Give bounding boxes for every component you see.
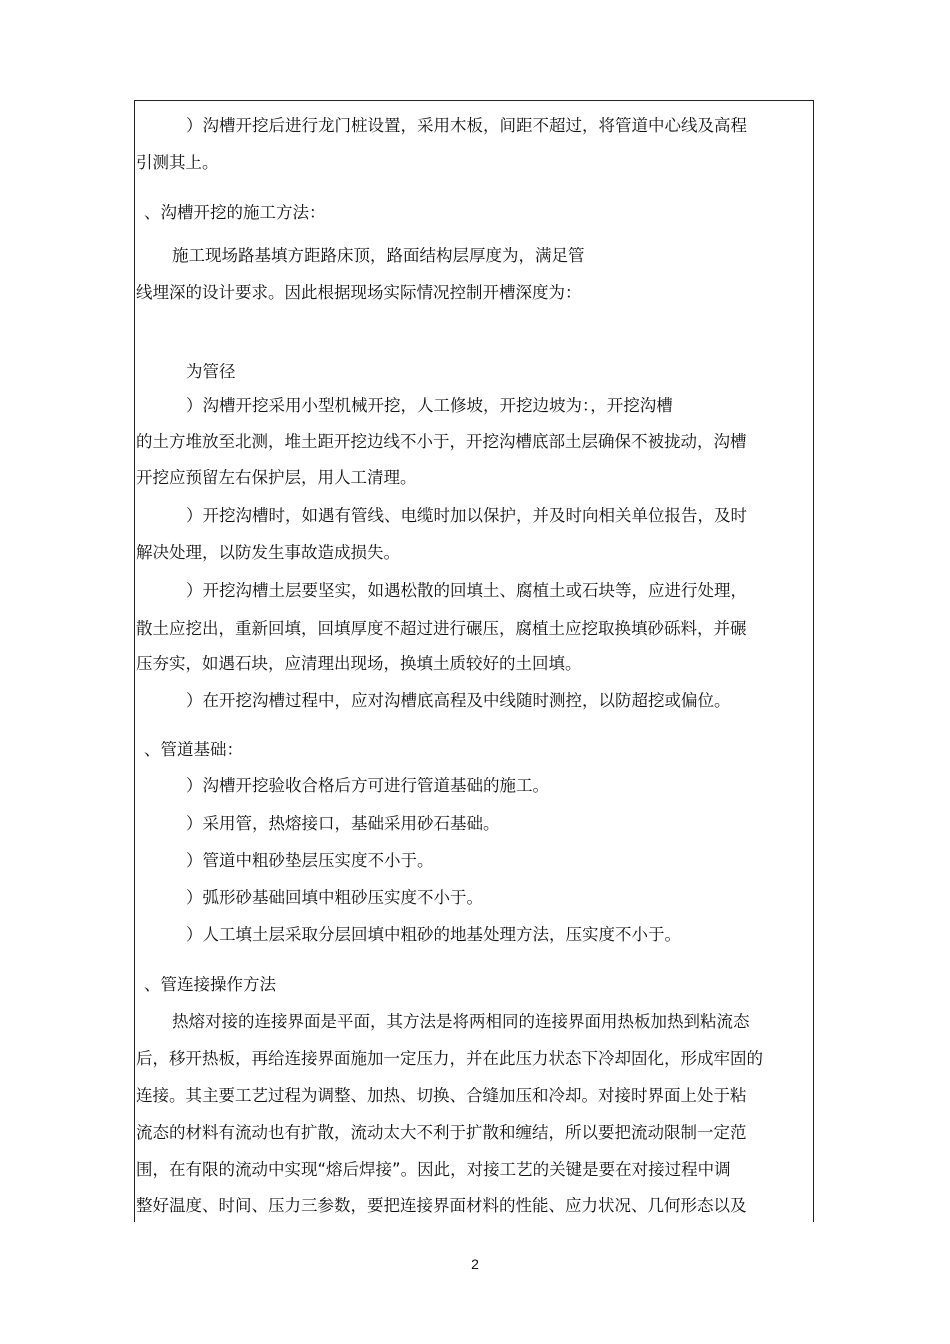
paragraph-line: 围，在有限的流动中实现“熔后焊接”。因此，对接工艺的关键是要在对接过程中调: [136, 1160, 731, 1179]
paragraph-line: ）开挖沟槽土层要坚实，如遇松散的回填土、腐植土或石块等，应进行处理，: [186, 581, 747, 600]
paragraph-line: 施工现场路基填方距路床顶，路面结构层厚度为，满足管: [172, 246, 585, 265]
paragraph-line: 后，移开热板，再给连接界面施加一定压力，并在此压力状态下冷却固化，形成牢固的: [136, 1049, 763, 1068]
paragraph-line: ）沟槽开挖验收合格后方可进行管道基础的施工。: [186, 776, 549, 795]
section-heading: 、管道基础：: [144, 740, 243, 759]
paragraph-line: ）在开挖沟槽过程中，应对沟槽底高程及中线随时测控，以防超挖或偏位。: [186, 691, 731, 710]
paragraph-line: 解决处理，以防发生事故造成损失。: [136, 543, 400, 562]
paragraph-line: 整好温度、时间、压力三参数，要把连接界面材料的性能、应力状况、几何形态以及: [136, 1196, 747, 1215]
paragraph-line: 线埋深的设计要求。因此根据现场实际情况控制开槽深度为：: [136, 283, 582, 302]
paragraph-line: ）沟槽开挖采用小型机械开挖，人工修坡，开挖边坡为：，开挖沟槽: [186, 396, 673, 415]
paragraph-line: ）人工填土层采取分层回填中粗砂的地基处理方法，压实度不小于。: [186, 925, 681, 944]
paragraph-line: 连接。其主要工艺过程为调整、加热、切换、合缝加压和冷却。对接时界面上处于粘: [136, 1086, 747, 1105]
paragraph-line: 压夯实，如遇石块，应清理出现场，换填土质较好的土回填。: [136, 654, 582, 673]
paragraph-line: 热熔对接的连接界面是平面，其方法是将两相同的连接界面用热板加热到粘流态: [172, 1012, 750, 1031]
paragraph-line: 为管径: [186, 362, 236, 381]
paragraph-line: 流态的材料有流动也有扩散，流动太大不利于扩散和缠结，所以要把流动限制一定范: [136, 1123, 747, 1142]
paragraph-line: 引测其上。: [136, 153, 219, 172]
paragraph-line: 的土方堆放至北测，堆土距开挖边线不小于，开挖沟槽底部土层确保不被拢动，沟槽: [136, 432, 747, 451]
paragraph-line: ）弧形砂基础回填中粗砂压实度不小于。: [186, 888, 483, 907]
paragraph-line: ）采用管，热熔接口，基础采用砂石基础。: [186, 814, 500, 833]
section-heading: 、管连接操作方法: [144, 975, 276, 994]
paragraph-line: ）管道中粗砂垫层压实度不小于。: [186, 851, 434, 870]
page-number: 2: [471, 1256, 479, 1272]
paragraph-line: 散土应挖出，重新回填，回填厚度不超过进行碾压，腐植土应挖取换填砂砾料，并碾: [136, 619, 747, 638]
paragraph-line: ）沟槽开挖后进行龙门桩设置，采用木板，间距不超过，将管道中心线及高程: [186, 116, 747, 135]
paragraph-line: 开挖应预留左右保护层，用人工清理。: [136, 468, 417, 487]
paragraph-line: ）开挖沟槽时，如遇有管线、电缆时加以保护，并及时向相关单位报告，及时: [186, 506, 747, 525]
section-heading: 、沟槽开挖的施工方法：: [144, 203, 326, 222]
